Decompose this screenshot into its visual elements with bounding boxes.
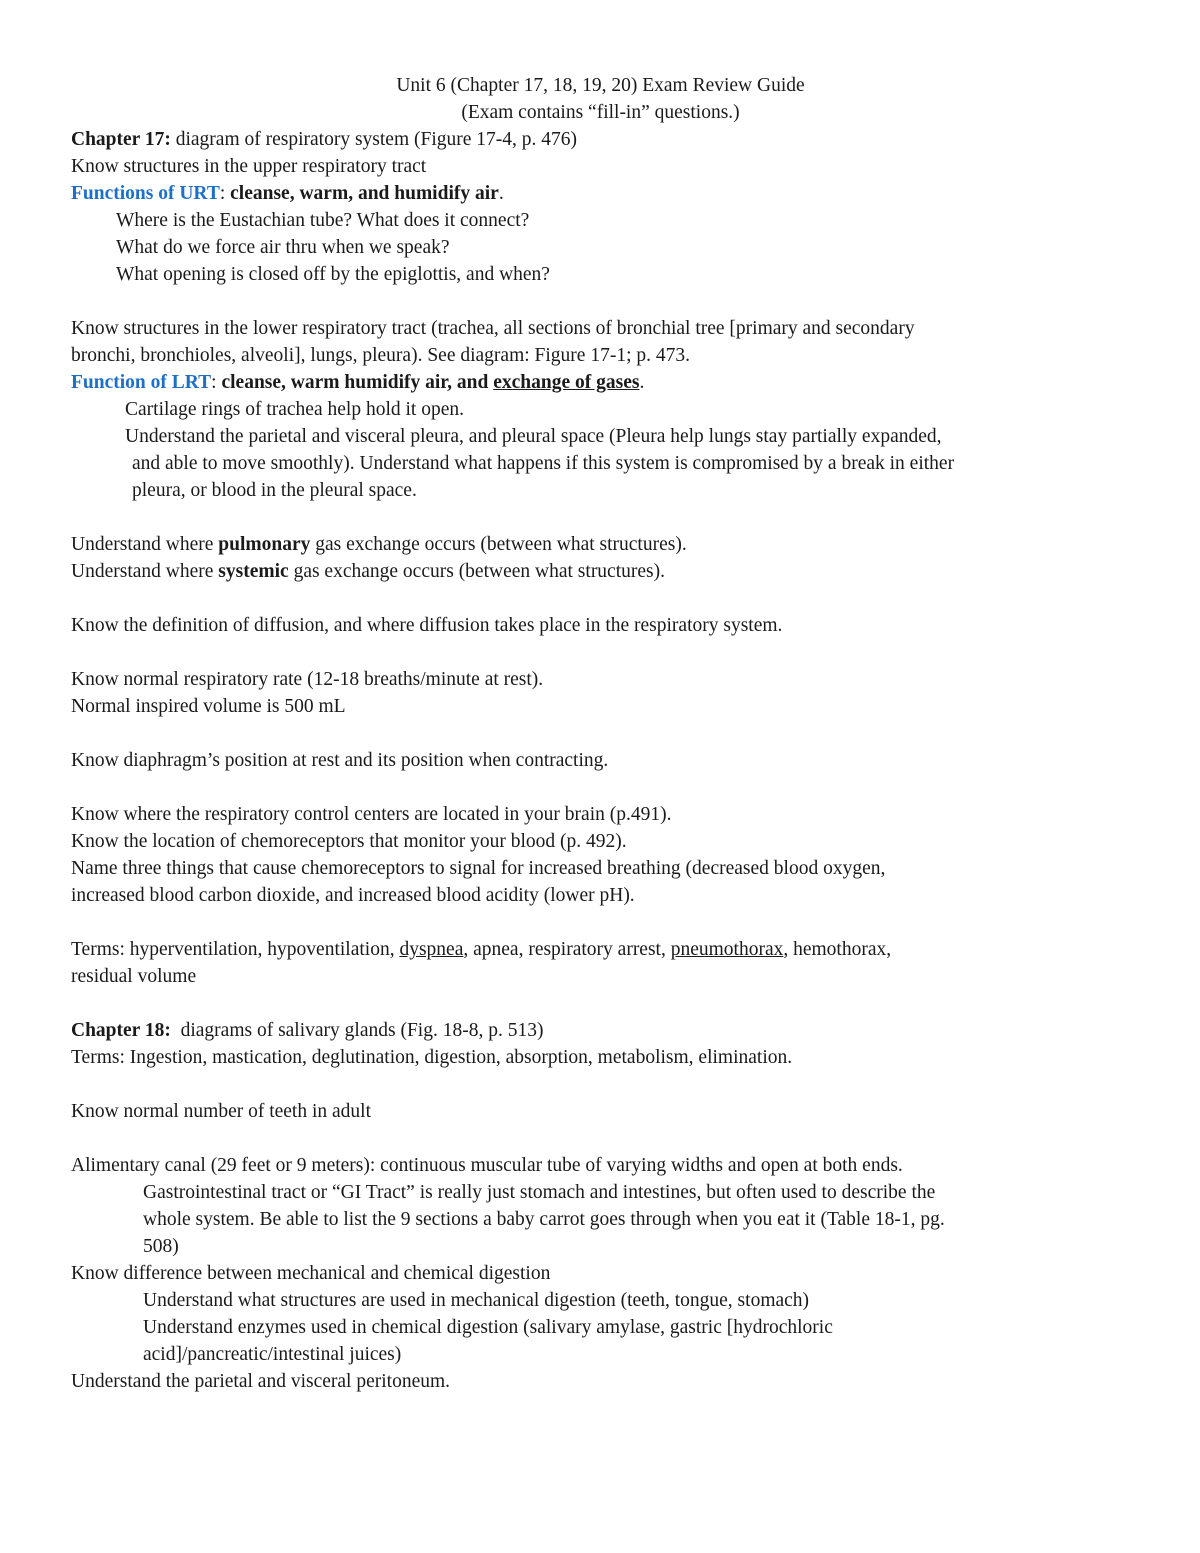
lrt-structures-line-1: Know structures in the lower respiratory tract (trachea, all sections of bronchial tree [primary and secondary <box>71 318 915 339</box>
control-centers-line: Know where the respiratory control centers are located in your brain (p.491). <box>71 804 672 825</box>
systemic-line: Understand where systemic gas exchange occurs (between what structures). <box>71 561 665 582</box>
ch18-heading-line: Chapter 18: diagrams of salivary glands (Fig. 18-8, p. 513) <box>71 1020 544 1041</box>
question-epiglottis: What opening is closed off by the epiglottis, and when? <box>116 264 550 285</box>
lrt-functions-line: Function of LRT: cleanse, warm humidify air, and exchange of gases. <box>71 372 645 393</box>
peritoneum-line: Understand the parietal and visceral peritoneum. <box>71 1371 451 1392</box>
gi-tract-line-1: Gastrointestinal tract or “GI Tract” is really just stomach and intestines, but often used to describe the <box>143 1182 936 1203</box>
gi-tract-line-2: whole system. Be able to list the 9 sections a baby carrot goes through when you eat it (Table 18-1, pg. <box>143 1209 945 1230</box>
enzymes-line-1: Understand enzymes used in chemical digestion (salivary amylase, gastric [hydrochloric <box>143 1317 833 1338</box>
lrt-functions-label: Function of LRT <box>71 372 212 393</box>
lrt-structures-line-2: bronchi, bronchioles, alveoli], lungs, pleura). See diagram: Figure 17-1; p. 473. <box>71 345 690 366</box>
exchange-of-gases: exchange of gases <box>493 372 640 393</box>
diffusion-line: Know the definition of diffusion, and where diffusion takes place in the respiratory system. <box>71 615 783 636</box>
urt-structures-line: Know structures in the upper respiratory tract <box>71 156 427 177</box>
chapter-17-heading: Chapter 17: <box>71 129 171 150</box>
term-dyspnea: dyspnea <box>399 939 464 960</box>
mechanical-digestion-line: Understand what structures are used in mechanical digestion (teeth, tongue, stomach) <box>143 1290 810 1311</box>
alimentary-canal-line: Alimentary canal (29 feet or 9 meters): continuous muscular tube of varying widths and open at both ends. <box>71 1155 903 1176</box>
gi-tract-line-3: 508) <box>143 1236 179 1257</box>
ch17-terms-line: Terms: hyperventilation, hypoventilation, dyspnea, apnea, respiratory arrest, pneumothorax, hemothorax, <box>71 939 892 960</box>
ch18-terms-line: Terms: Ingestion, mastication, deglutination, digestion, absorption, metabolism, elimination. <box>71 1047 793 1068</box>
question-speak: What do we force air thru when we speak? <box>116 237 450 258</box>
ch17-heading-line: Chapter 17: diagram of respiratory system (Figure 17-4, p. 476) <box>71 129 578 150</box>
chapter-18-heading: Chapter 18: <box>71 1020 171 1041</box>
question-eustachian: Where is the Eustachian tube? What does it connect? <box>116 210 530 231</box>
chemoreceptor-signals-line-1: Name three things that cause chemoreceptors to signal for increased breathing (decreased blood oxygen, <box>71 858 886 879</box>
urt-functions-line: Functions of URT: cleanse, warm, and humidify air. <box>71 183 504 204</box>
respiratory-rate-line: Know normal respiratory rate (12-18 breaths/minute at rest). <box>71 669 544 690</box>
chemoreceptor-signals-line-2: increased blood carbon dioxide, and increased blood acidity (lower pH). <box>71 885 635 906</box>
chemoreceptors-line: Know the location of chemoreceptors that monitor your blood (p. 492). <box>71 831 627 852</box>
inspired-volume-line: Normal inspired volume is 500 mL <box>71 696 346 717</box>
digestion-difference-line: Know difference between mechanical and chemical digestion <box>71 1263 551 1284</box>
pleura-line-1: Understand the parietal and visceral pleura, and pleural space (Pleura help lungs stay partially expanded, <box>125 426 942 447</box>
pulmonary-line: Understand where pulmonary gas exchange occurs (between what structures). <box>71 534 687 555</box>
pleura-line-3: pleura, or blood in the pleural space. <box>132 480 417 501</box>
diaphragm-line: Know diaphragm’s position at rest and its position when contracting. <box>71 750 609 771</box>
ch17-terms-line-2: residual volume <box>71 966 197 987</box>
cartilage-line: Cartilage rings of trachea help hold it open. <box>125 399 464 420</box>
pleura-line-2: and able to move smoothly). Understand what happens if this system is compromised by a break in either <box>132 453 955 474</box>
term-pneumothorax: pneumothorax <box>670 939 784 960</box>
enzymes-line-2: acid]/pancreatic/intestinal juices) <box>143 1344 402 1365</box>
page-subtitle: (Exam contains “fill-in” questions.) <box>461 102 740 123</box>
page-title: Unit 6 (Chapter 17, 18, 19, 20) Exam Review Guide <box>396 75 805 96</box>
urt-functions-label: Functions of URT <box>71 183 220 204</box>
teeth-line: Know normal number of teeth in adult <box>71 1101 372 1122</box>
